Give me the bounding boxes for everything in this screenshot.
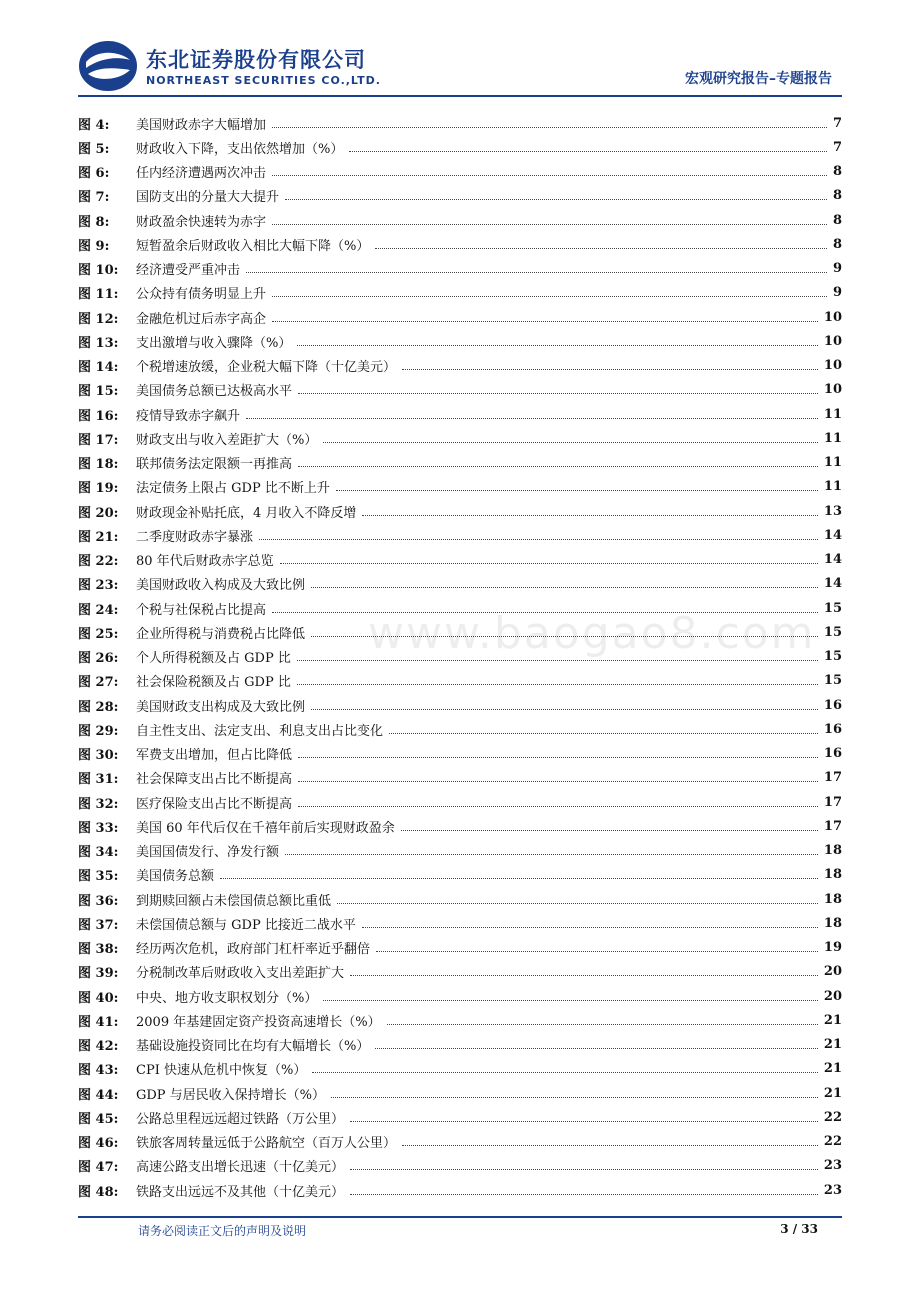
figure-title: 个税与社保税占比提高 xyxy=(136,602,267,618)
figure-title: 法定债务上限占 GDP 比不断上升 xyxy=(136,481,330,497)
toc-entry[interactable] xyxy=(78,572,842,596)
dot-leader xyxy=(285,854,818,855)
figure-page-number: 15 xyxy=(823,600,842,616)
figure-title: 支出激增与收入骤降（%） xyxy=(136,335,292,351)
toc-entry[interactable] xyxy=(78,184,842,208)
dot-leader xyxy=(350,1194,818,1195)
figure-title: 80 年代后财政赤字总览 xyxy=(136,554,274,570)
figure-number: 图 15: xyxy=(78,384,119,400)
figure-title: 二季度财政赤字暴涨 xyxy=(136,529,254,545)
toc-entry[interactable] xyxy=(78,475,842,499)
figure-title: 自主性支出、法定支出、利息支出占比变化 xyxy=(136,723,384,739)
figure-number: 图 19: xyxy=(78,481,119,497)
figure-number: 图 30: xyxy=(78,748,119,764)
dot-leader xyxy=(311,636,818,637)
figure-page-number: 18 xyxy=(823,891,842,907)
figure-number: 图 36: xyxy=(78,893,119,909)
toc-entry[interactable] xyxy=(78,1130,842,1154)
toc-entry[interactable] xyxy=(78,1105,842,1129)
figure-title: 短暂盈余后财政收入相比大幅下降（%） xyxy=(136,238,370,254)
figure-number: 图 48: xyxy=(78,1184,119,1200)
dot-leader xyxy=(337,903,818,904)
toc-entry[interactable] xyxy=(78,329,842,353)
figure-title: GDP 与居民收入保持增长（%） xyxy=(136,1087,326,1103)
dot-leader xyxy=(272,612,818,613)
figure-title: 公众持有债务明显上升 xyxy=(136,287,267,303)
toc-entry[interactable] xyxy=(78,232,842,256)
figure-number: 图 25: xyxy=(78,626,119,642)
figure-page-number: 14 xyxy=(823,552,842,568)
figure-number: 图 10: xyxy=(78,263,119,279)
figure-number: 图 17: xyxy=(78,432,119,448)
figure-title: 公路总里程远远超过铁路（万公里） xyxy=(136,1111,345,1127)
figure-number: 图 4: xyxy=(78,117,110,133)
figure-page-number: 10 xyxy=(823,333,842,349)
dot-leader xyxy=(402,1145,818,1146)
figure-page-number: 19 xyxy=(823,940,842,956)
figure-number: 图 20: xyxy=(78,505,119,521)
dot-leader xyxy=(259,539,818,540)
toc-entry[interactable] xyxy=(78,984,842,1008)
dot-leader xyxy=(280,563,818,564)
figure-number: 图 42: xyxy=(78,1039,119,1055)
figure-page-number: 9 xyxy=(832,285,842,301)
toc-entry[interactable] xyxy=(78,111,842,135)
dot-leader xyxy=(298,393,818,394)
toc-entry[interactable] xyxy=(78,1154,842,1178)
figure-page-number: 17 xyxy=(823,770,842,786)
figure-page-number: 17 xyxy=(823,818,842,834)
toc-entry[interactable] xyxy=(78,378,842,402)
figure-number: 图 7: xyxy=(78,190,110,206)
dot-leader xyxy=(331,1097,818,1098)
figure-title: 个人所得税额及占 GDP 比 xyxy=(136,651,291,667)
dot-leader xyxy=(402,369,818,370)
figure-page-number: 20 xyxy=(823,988,842,1004)
dot-leader xyxy=(387,1024,818,1025)
figure-page-number: 17 xyxy=(823,794,842,810)
figure-number: 图 33: xyxy=(78,820,119,836)
dot-leader xyxy=(312,1072,818,1073)
figure-title: 到期赎回额占未偿国债总额比重低 xyxy=(136,893,332,909)
toc-entry[interactable] xyxy=(78,814,842,838)
figure-page-number: 11 xyxy=(823,430,842,446)
dot-leader xyxy=(298,781,818,782)
figure-title: 经历两次危机，政府部门杠杆率近乎翻倍 xyxy=(136,942,371,958)
dot-leader xyxy=(246,418,818,419)
figure-number: 图 32: xyxy=(78,796,119,812)
dot-leader xyxy=(311,709,818,710)
figure-number: 图 41: xyxy=(78,1014,119,1030)
figure-title: 个税增速放缓，企业税大幅下降（十亿美元） xyxy=(136,360,397,376)
toc-entry[interactable] xyxy=(78,669,842,693)
figure-page-number: 18 xyxy=(823,843,842,859)
figure-number: 图 45: xyxy=(78,1111,119,1127)
dot-leader xyxy=(272,296,827,297)
figure-title: 财政支出与收入差距扩大（%） xyxy=(136,432,318,448)
toc-entry[interactable] xyxy=(78,936,842,960)
figure-number: 图 24: xyxy=(78,602,119,618)
toc-entry[interactable] xyxy=(78,135,842,159)
figure-title: 美国国债发行、净发行额 xyxy=(136,845,280,861)
toc-entry[interactable] xyxy=(78,742,842,766)
toc-entry[interactable] xyxy=(78,1033,842,1057)
dot-leader xyxy=(285,199,827,200)
figure-number: 图 28: xyxy=(78,699,119,715)
dot-leader xyxy=(401,830,818,831)
figure-title: 2009 年基建固定资产投资高速增长（%） xyxy=(136,1014,381,1030)
figure-title: 美国财政赤字大幅增加 xyxy=(136,117,267,133)
dot-leader xyxy=(272,224,827,225)
figure-title: 社会保障支出占比不断提高 xyxy=(136,772,293,788)
toc-entry[interactable] xyxy=(78,402,842,426)
figure-page-number: 23 xyxy=(823,1158,842,1174)
figure-title: 基础设施投资同比在均有大幅增长（%） xyxy=(136,1039,370,1055)
dot-leader xyxy=(375,248,827,249)
page-header xyxy=(78,40,842,94)
toc-entry[interactable] xyxy=(78,1081,842,1105)
figure-page-number: 15 xyxy=(823,673,842,689)
figure-page-number: 11 xyxy=(823,479,842,495)
dot-leader xyxy=(272,127,827,128)
figure-title: 铁路支出远远不及其他（十亿美元） xyxy=(136,1184,345,1200)
figure-number: 图 22: xyxy=(78,554,119,570)
figure-page-number: 11 xyxy=(823,406,842,422)
figure-page-number: 16 xyxy=(823,721,842,737)
figure-number: 图 5: xyxy=(78,141,110,157)
figure-title: 美国债务总额 xyxy=(136,869,215,885)
toc-entry[interactable] xyxy=(78,160,842,184)
northeast-securities-logo-icon xyxy=(78,40,138,92)
figure-title: 财政盈余快速转为赤字 xyxy=(136,214,267,230)
toc-entry[interactable] xyxy=(78,499,842,523)
figure-page-number: 22 xyxy=(823,1134,842,1150)
report-type: 宏观研究报告–专题报告 xyxy=(685,71,832,87)
toc-entry[interactable] xyxy=(78,305,842,329)
toc-entry[interactable] xyxy=(78,620,842,644)
figure-page-number: 15 xyxy=(823,624,842,640)
figure-number: 图 11: xyxy=(78,287,119,303)
figure-page-number: 7 xyxy=(832,115,842,131)
figure-title: CPI 快速从危机中恢复（%） xyxy=(136,1063,307,1079)
toc-entry[interactable] xyxy=(78,960,842,984)
company-name-cn: 东北证券股份有限公司 xyxy=(146,48,366,72)
header-divider xyxy=(78,95,842,97)
figure-title: 未偿国债总额与 GDP 比接近二战水平 xyxy=(136,917,356,933)
figure-number: 图 14: xyxy=(78,360,119,376)
figure-title: 美国财政收入构成及大致比例 xyxy=(136,578,306,594)
figure-page-number: 9 xyxy=(832,261,842,277)
figure-page-number: 22 xyxy=(823,1109,842,1125)
figure-page-number: 23 xyxy=(823,1182,842,1198)
figure-number: 图 37: xyxy=(78,917,119,933)
figure-number: 图 47: xyxy=(78,1160,119,1176)
dot-leader xyxy=(298,757,818,758)
toc-entry[interactable] xyxy=(78,596,842,620)
toc-entry[interactable] xyxy=(78,1008,842,1032)
figure-number: 图 44: xyxy=(78,1087,119,1103)
dot-leader xyxy=(323,442,818,443)
watermark: www.baogao8.com xyxy=(368,608,816,659)
toc-entry[interactable] xyxy=(78,451,842,475)
figure-page-number: 7 xyxy=(832,139,842,155)
figure-page-number: 8 xyxy=(832,188,842,204)
dot-leader xyxy=(350,1169,818,1170)
figure-title: 医疗保险支出占比不断提高 xyxy=(136,796,293,812)
figure-title: 任内经济遭遇两次冲击 xyxy=(136,166,267,182)
figure-number: 图 8: xyxy=(78,214,110,230)
figure-page-number: 10 xyxy=(823,309,842,325)
dot-leader xyxy=(350,975,818,976)
figure-page-number: 13 xyxy=(823,503,842,519)
page-number: 3 / 33 xyxy=(780,1222,818,1236)
figure-list xyxy=(78,111,842,1202)
figure-page-number: 8 xyxy=(832,164,842,180)
figure-page-number: 21 xyxy=(823,1061,842,1077)
figure-title: 企业所得税与消费税占比降低 xyxy=(136,626,306,642)
figure-page-number: 16 xyxy=(823,697,842,713)
figure-title: 联邦债务法定限额一再推高 xyxy=(136,457,293,473)
dot-leader xyxy=(298,466,818,467)
toc-entry[interactable] xyxy=(78,1057,842,1081)
figure-number: 图 9: xyxy=(78,238,110,254)
figure-page-number: 8 xyxy=(832,236,842,252)
dot-leader xyxy=(311,587,818,588)
figure-number: 图 6: xyxy=(78,166,110,182)
figure-page-number: 8 xyxy=(832,212,842,228)
dot-leader xyxy=(297,684,818,685)
figure-number: 图 21: xyxy=(78,529,119,545)
figure-page-number: 14 xyxy=(823,527,842,543)
figure-title: 财政现金补贴托底，4 月收入不降反增 xyxy=(136,505,357,521)
figure-number: 图 18: xyxy=(78,457,119,473)
footer-divider xyxy=(78,1216,842,1218)
dot-leader xyxy=(298,806,818,807)
figure-number: 图 26: xyxy=(78,651,119,667)
figure-title: 财政收入下降，支出依然增加（%） xyxy=(136,141,344,157)
figure-number: 图 16: xyxy=(78,408,119,424)
figure-title: 军费支出增加，但占比降低 xyxy=(136,748,293,764)
toc-entry[interactable] xyxy=(78,790,842,814)
dot-leader xyxy=(350,1121,818,1122)
figure-number: 图 38: xyxy=(78,942,119,958)
toc-entry[interactable] xyxy=(78,645,842,669)
dot-leader xyxy=(362,515,818,516)
figure-title: 美国财政支出构成及大致比例 xyxy=(136,699,306,715)
figure-page-number: 16 xyxy=(823,746,842,762)
toc-entry[interactable] xyxy=(78,354,842,378)
figure-page-number: 21 xyxy=(823,1037,842,1053)
figure-title: 中央、地方收支职权划分（%） xyxy=(136,990,318,1006)
dot-leader xyxy=(323,1000,818,1001)
dot-leader xyxy=(220,878,818,879)
toc-entry[interactable] xyxy=(78,548,842,572)
toc-entry[interactable] xyxy=(78,523,842,547)
figure-page-number: 18 xyxy=(823,915,842,931)
toc-entry[interactable] xyxy=(78,839,842,863)
figure-page-number: 10 xyxy=(823,382,842,398)
figure-title: 分税制改革后财政收入支出差距扩大 xyxy=(136,966,345,982)
figure-number: 图 43: xyxy=(78,1063,119,1079)
figure-title: 美国 60 年代后仅在千禧年前后实现财政盈余 xyxy=(136,820,395,836)
dot-leader xyxy=(297,345,818,346)
toc-entry[interactable] xyxy=(78,766,842,790)
figure-number: 图 29: xyxy=(78,723,119,739)
dot-leader xyxy=(349,151,827,152)
dot-leader xyxy=(389,733,818,734)
toc-entry[interactable] xyxy=(78,426,842,450)
toc-entry[interactable] xyxy=(78,208,842,232)
dot-leader xyxy=(336,490,818,491)
figure-number: 图 40: xyxy=(78,990,119,1006)
dot-leader xyxy=(246,272,827,273)
dot-leader xyxy=(362,927,818,928)
toc-entry[interactable] xyxy=(78,911,842,935)
figure-page-number: 21 xyxy=(823,1085,842,1101)
toc-entry[interactable] xyxy=(78,281,842,305)
figure-number: 图 39: xyxy=(78,966,119,982)
figure-title: 高速公路支出增长迅速（十亿美元） xyxy=(136,1160,345,1176)
toc-entry[interactable] xyxy=(78,257,842,281)
dot-leader xyxy=(376,951,818,952)
figure-number: 图 12: xyxy=(78,311,119,327)
toc-entry[interactable] xyxy=(78,863,842,887)
toc-entry[interactable] xyxy=(78,887,842,911)
figure-title: 美国债务总额已达极高水平 xyxy=(136,384,293,400)
figure-page-number: 20 xyxy=(823,964,842,980)
dot-leader xyxy=(272,175,827,176)
toc-entry[interactable] xyxy=(78,1178,842,1202)
figure-number: 图 31: xyxy=(78,772,119,788)
figure-title: 疫情导致赤字飙升 xyxy=(136,408,241,424)
footer-disclaimer: 请务必阅读正文后的声明及说明 xyxy=(138,1224,307,1238)
dot-leader xyxy=(375,1048,818,1049)
figure-page-number: 21 xyxy=(823,1012,842,1028)
dot-leader xyxy=(297,660,818,661)
figure-page-number: 18 xyxy=(823,867,842,883)
toc-entry[interactable] xyxy=(78,693,842,717)
figure-page-number: 10 xyxy=(823,358,842,374)
figure-title: 社会保险税额及占 GDP 比 xyxy=(136,675,291,691)
figure-title: 金融危机过后赤字高企 xyxy=(136,311,267,327)
figure-number: 图 23: xyxy=(78,578,119,594)
figure-number: 图 34: xyxy=(78,845,119,861)
figure-page-number: 11 xyxy=(823,455,842,471)
figure-title: 国防支出的分量大大提升 xyxy=(136,190,280,206)
figure-title: 经济遭受严重冲击 xyxy=(136,263,241,279)
figure-number: 图 46: xyxy=(78,1136,119,1152)
figure-number: 图 13: xyxy=(78,335,119,351)
company-name-en: NORTHEAST SECURITIES CO.,LTD. xyxy=(146,74,381,87)
dot-leader xyxy=(272,321,818,322)
figure-page-number: 15 xyxy=(823,649,842,665)
toc-entry[interactable] xyxy=(78,717,842,741)
figure-number: 图 35: xyxy=(78,869,119,885)
figure-page-number: 14 xyxy=(823,576,842,592)
figure-number: 图 27: xyxy=(78,675,119,691)
figure-title: 铁旅客周转量远低于公路航空（百万人公里） xyxy=(136,1136,397,1152)
